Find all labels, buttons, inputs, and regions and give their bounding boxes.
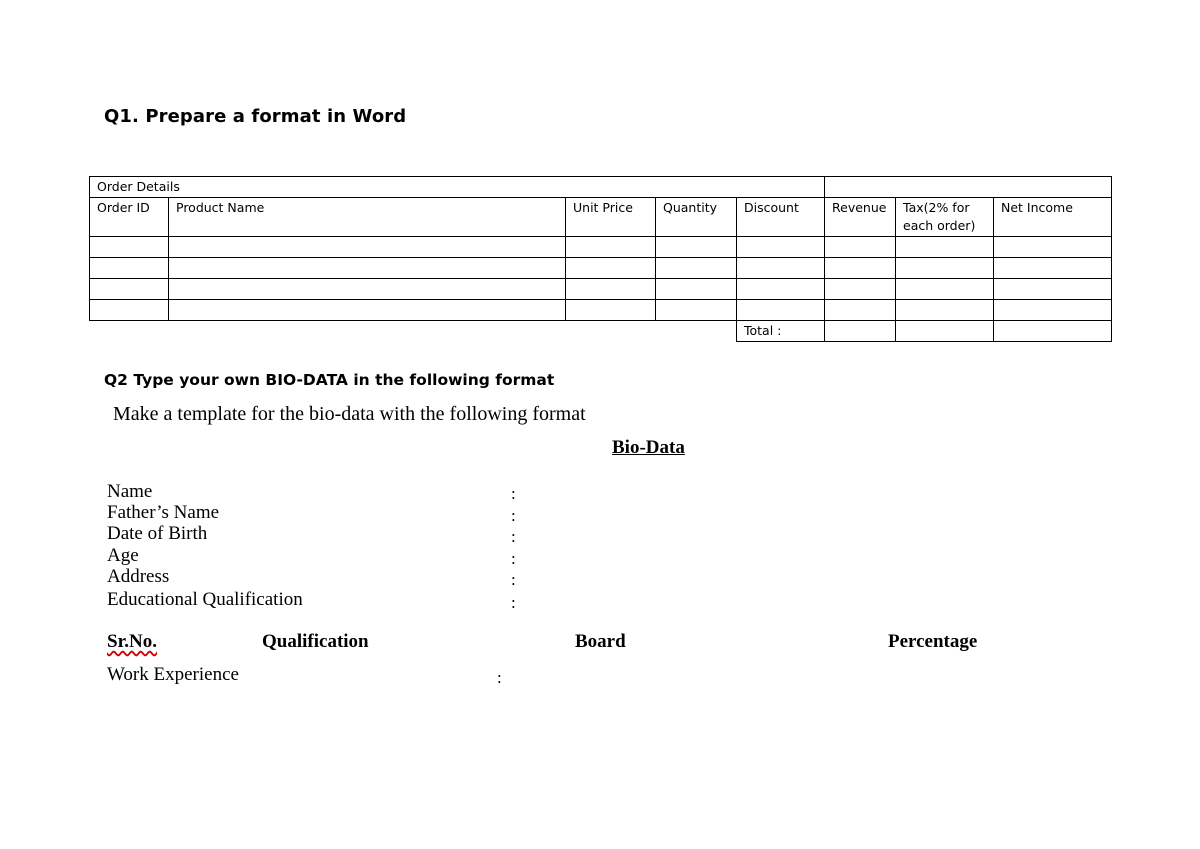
table-cell: [566, 258, 656, 279]
table-row: [90, 300, 1112, 321]
title-row-empty-cell: [825, 177, 1112, 198]
table-cell: [169, 300, 566, 321]
table-row: [90, 279, 1112, 300]
table-cell: [656, 237, 737, 258]
field-address-colon: :: [511, 570, 516, 589]
total-label: Total :: [737, 321, 825, 342]
bio-data-title: Bio-Data: [612, 437, 685, 458]
percentage-header: Percentage: [888, 631, 978, 652]
blank-cell: [169, 321, 566, 342]
table-cell: [169, 237, 566, 258]
table-cell: [169, 258, 566, 279]
table-cell: [896, 279, 994, 300]
header-order-id: Order ID: [90, 198, 169, 237]
table-cell: [656, 300, 737, 321]
work-experience-colon: :: [497, 668, 502, 687]
table-cell: [90, 279, 169, 300]
total-row: [90, 321, 1112, 342]
table-cell: [566, 279, 656, 300]
field-education-label: Educational Qualification: [107, 589, 303, 610]
table-cell: [169, 279, 566, 300]
table-row: [90, 237, 1112, 258]
table-cell: [994, 258, 1112, 279]
order-details-table: [89, 176, 1112, 342]
table-cell: [994, 279, 1112, 300]
header-unit-price: Unit Price: [566, 198, 656, 237]
q1-heading: Q1. Prepare a format in Word: [104, 106, 407, 127]
table-cell: [90, 258, 169, 279]
table-cell: [737, 300, 825, 321]
table-cell: [737, 237, 825, 258]
total-tax-cell: [896, 321, 994, 342]
header-product-name: Product Name: [169, 198, 566, 237]
table-cell: [825, 237, 896, 258]
table-row: [90, 258, 1112, 279]
table-cell: [896, 258, 994, 279]
total-net-income-cell: [994, 321, 1112, 342]
field-dob-colon: :: [511, 527, 516, 546]
field-dob-label: Date of Birth: [107, 523, 208, 544]
srno-header: Sr.No.: [107, 631, 157, 652]
header-tax: Tax(2% for each order): [896, 198, 994, 237]
total-revenue-cell: [825, 321, 896, 342]
field-father-colon: :: [511, 506, 516, 525]
field-name-label: Name: [107, 481, 153, 502]
table-cell: [737, 258, 825, 279]
table-cell: [90, 300, 169, 321]
work-experience-label: Work Experience: [107, 664, 239, 685]
field-age-colon: :: [511, 549, 516, 568]
blank-cell: [90, 321, 169, 342]
table-cell: [896, 237, 994, 258]
table-cell: [994, 237, 1112, 258]
header-net-income: Net Income: [994, 198, 1112, 237]
field-age-label: Age: [107, 545, 139, 566]
header-quantity: Quantity: [656, 198, 737, 237]
table-cell: [825, 300, 896, 321]
table-cell: [566, 300, 656, 321]
header-discount: Discount: [737, 198, 825, 237]
header-revenue: Revenue: [825, 198, 896, 237]
table-cell: [656, 279, 737, 300]
table-cell: [90, 237, 169, 258]
field-father-label: Father’s Name: [107, 502, 220, 523]
field-address-label: Address: [107, 566, 170, 587]
table-cell: [656, 258, 737, 279]
order-details-title: Order Details: [90, 177, 825, 198]
field-education-colon: :: [511, 593, 516, 612]
table-cell: [994, 300, 1112, 321]
field-name-colon: :: [511, 484, 516, 503]
table-cell: [825, 258, 896, 279]
bio-intro: Make a template for the bio-data with the following format: [113, 403, 586, 425]
board-header: Board: [575, 631, 626, 652]
blank-cell: [656, 321, 737, 342]
qualification-header: Qualification: [262, 631, 369, 652]
table-cell: [896, 300, 994, 321]
blank-cell: [566, 321, 656, 342]
table-cell: [737, 279, 825, 300]
table-cell: [825, 279, 896, 300]
table-cell: [566, 237, 656, 258]
q2-heading: Q2 Type your own BIO-DATA in the following format: [104, 371, 555, 389]
